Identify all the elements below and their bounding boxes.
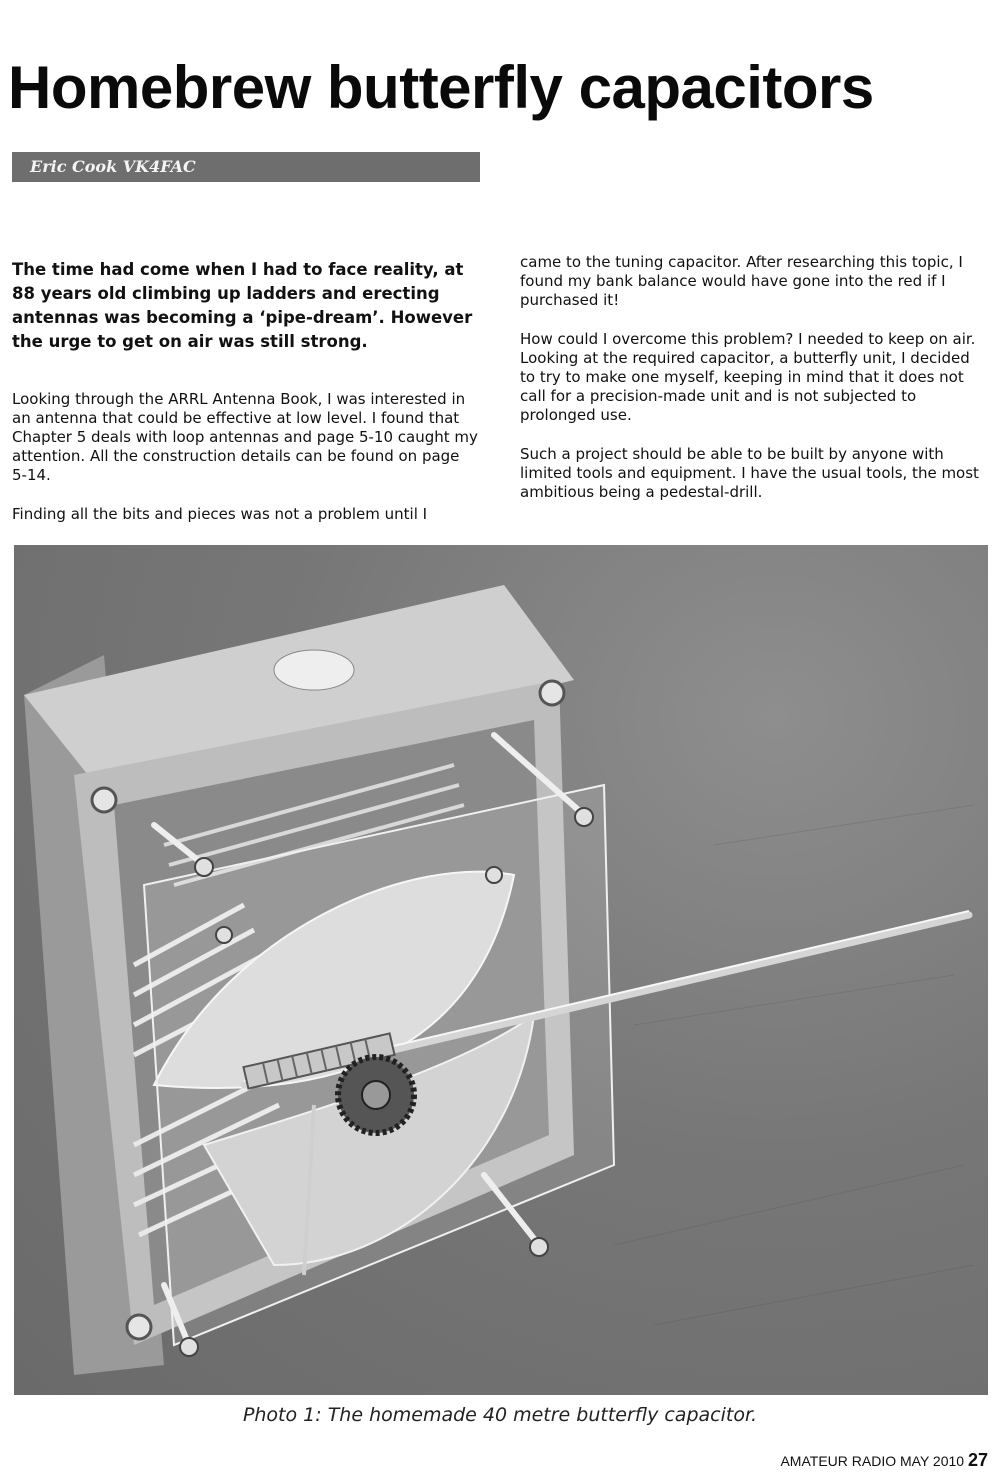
capacitor-photo [14, 545, 988, 1395]
lead-paragraph: The time had come when I had to face reality, at 88 years old climbing up ladders and erecting antennas was becoming a ‘pipe-dream’. However the urge to get on air was still strong. [12, 260, 473, 351]
author-byline: Eric Cook VK4FAC [12, 152, 480, 182]
photo-caption: Photo 1: The homemade 40 metre butterfly capacitor. [242, 1404, 758, 1426]
right-paragraph-2: How could I overcome this problem? I needed to keep on air. Looking at the required capacitor, a butterfly unit, I decided to try to make one myself, keeping in mind that it does not call for a precision-made unit and is not subjected to prolonged use. [520, 330, 976, 424]
capacitor-illustration [14, 545, 988, 1395]
page-footer [780, 1449, 988, 1472]
right-column [520, 253, 988, 502]
right-paragraph-3: Such a project should be able to be built by anyone with limited tools and equipment. I have the usual tools, the most ambitious being a pedestal-drill. [520, 445, 979, 501]
left-paragraph-2: Finding all the bits and pieces was not a problem until I [12, 505, 428, 523]
magazine-issue: AMATEUR RADIO MAY 2010 [780, 1453, 965, 1469]
page-number: 27 [967, 1450, 988, 1470]
article-title: Homebrew butterfly capacitors [8, 54, 874, 121]
left-column [12, 390, 478, 524]
right-paragraph-1: came to the tuning capacitor. After researching this topic, I found my bank balance would have gone into the red if I purchased it! [520, 253, 963, 309]
left-paragraph-1: Looking through the ARRL Antenna Book, I was interested in an antenna that could be effective at low level. I found that Chapter 5 deals with loop antennas and page 5-10 caught my attention. All the construction details can be found on page 5-14. [12, 390, 478, 484]
screw-icon [127, 1315, 151, 1339]
screw-icon [92, 788, 116, 812]
screw-icon [540, 681, 564, 705]
